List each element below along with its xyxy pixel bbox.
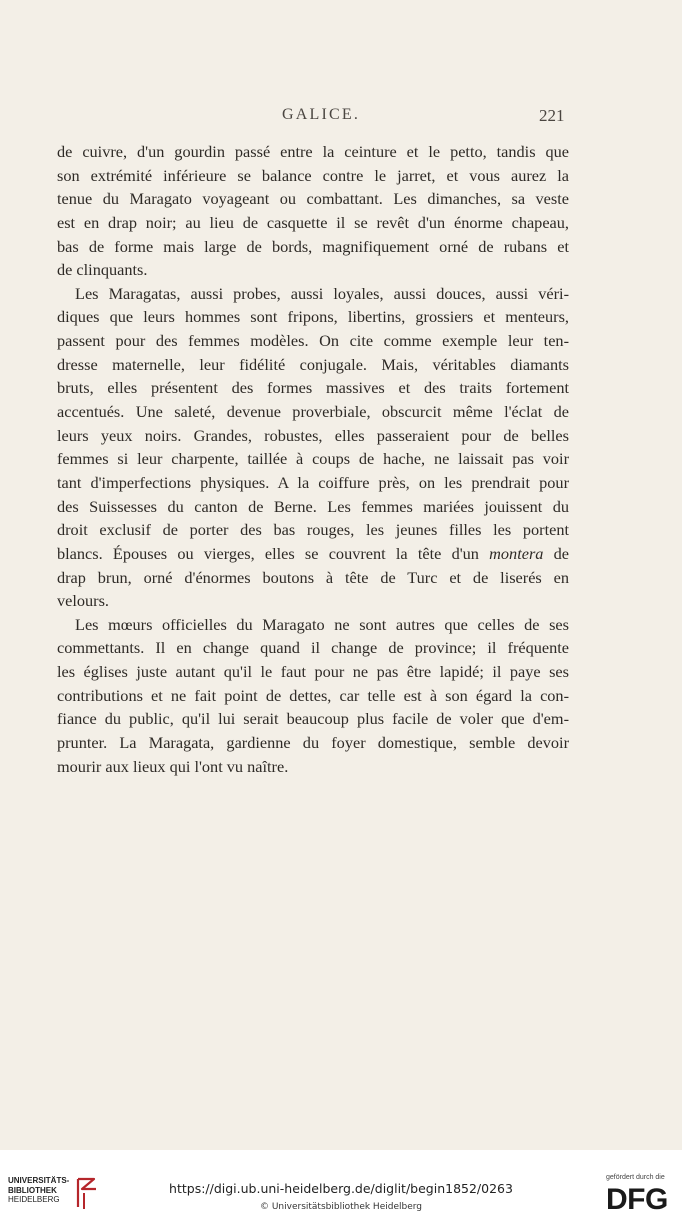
text-line: velours. (57, 591, 109, 611)
text-line: commettants. Il en change quand il change de province; il fréquente (57, 638, 569, 658)
text-line: accentués. Une saleté, devenue proverbiale, obscurcit même l'éclat de (57, 402, 569, 422)
text-line: fiance du public, qu'il lui serait beaucoup plus facile de voler que d'em- (57, 709, 569, 729)
page-number: 221 (539, 106, 565, 125)
text-line: de clinquants. (57, 260, 148, 280)
running-head (0, 106, 682, 128)
library-name-line: BIBLIOTHEK (8, 1185, 57, 1195)
text-line: les églises juste autant qu'il le faut pour ne pas être lapidé; il paye ses (57, 662, 569, 682)
funder-caption: gefördert durch die (606, 1174, 665, 1181)
library-name-line: UNIVERSITÄTS- (8, 1176, 70, 1185)
text-line: tenue du Maragato voyageant ou combattant. Les dimanches, sa veste (57, 189, 569, 209)
dfg-logo: DFG (606, 1183, 668, 1216)
italic-term: montera (489, 543, 544, 563)
text-line: Les Maragatas, aussi probes, aussi loyales, aussi douces, aussi véri- (75, 283, 569, 303)
text-line: bruts, elles présentent des formes massives et des traits fortement (57, 378, 569, 398)
text-line: drap brun, orné d'énormes boutons à tête de Turc et de liserés en (57, 567, 569, 587)
text-line: des Suissesses du canton de Berne. Les femmes mariées jouissent du (57, 496, 569, 516)
funder-logo[interactable] (600, 1174, 680, 1218)
text-segment: de (543, 543, 570, 563)
text-line: de cuivre, d'un gourdin passé entre la ceinture et le petto, tandis que (57, 142, 569, 161)
viewer-footer (0, 1150, 682, 1219)
text-line: mourir aux lieux qui l'ont vu naître. (57, 756, 289, 776)
text-line: prunter. La Maragata, gardienne du foyer domestique, semble devoir (57, 733, 569, 753)
copyright-notice: © Universitätsbibliothek Heidelberg (259, 1202, 422, 1212)
text-segment: blancs. Épouses ou vierges, elles se couvrent la tête d'un (57, 543, 490, 563)
text-line: bas de forme mais large de bords, magnifiquement orné de rubans et (57, 236, 569, 256)
body-text (57, 140, 569, 778)
text-line: contributions et ne fait point de dettes, car telle est à son égard la con- (57, 685, 569, 705)
text-line: Les mœurs officielles du Maragato ne sont autres que celles de ses (75, 614, 569, 634)
library-name-line: HEIDELBERG (8, 1195, 60, 1204)
text-line: est en drap noir; au lieu de casquette il se revêt d'un énorme chapeau, (57, 212, 569, 232)
text-line: tant d'imperfections physiques. A la coiffure près, on les prendrait pour (57, 472, 569, 492)
text-line: son extrémité inférieure se balance contre le jarret, et vous aurez la (57, 165, 569, 185)
text-line: diques que leurs hommes sont fripons, libertins, grossiers et menteurs, (57, 307, 569, 327)
text-line: leurs yeux noirs. Grandes, robustes, elles passeraient pour de belles (57, 425, 569, 445)
running-title: GALICE. (282, 106, 361, 123)
text-line: femmes si leur charpente, taillée à coups de hache, ne laissait pas voir (57, 449, 569, 469)
text-line (57, 542, 569, 566)
text-line: passent pour des femmes modèles. On cite comme exemple leur ten- (57, 331, 569, 351)
permalink[interactable]: https://digi.ub.uni-heidelberg.de/diglit/begin1852/0263 (169, 1181, 513, 1196)
text-line: droit exclusif de porter des bas rouges, les jeunes filles les portent (57, 520, 569, 540)
text-line: dresse maternelle, leur fidélité conjugale. Mais, véritables diamants (57, 354, 569, 374)
